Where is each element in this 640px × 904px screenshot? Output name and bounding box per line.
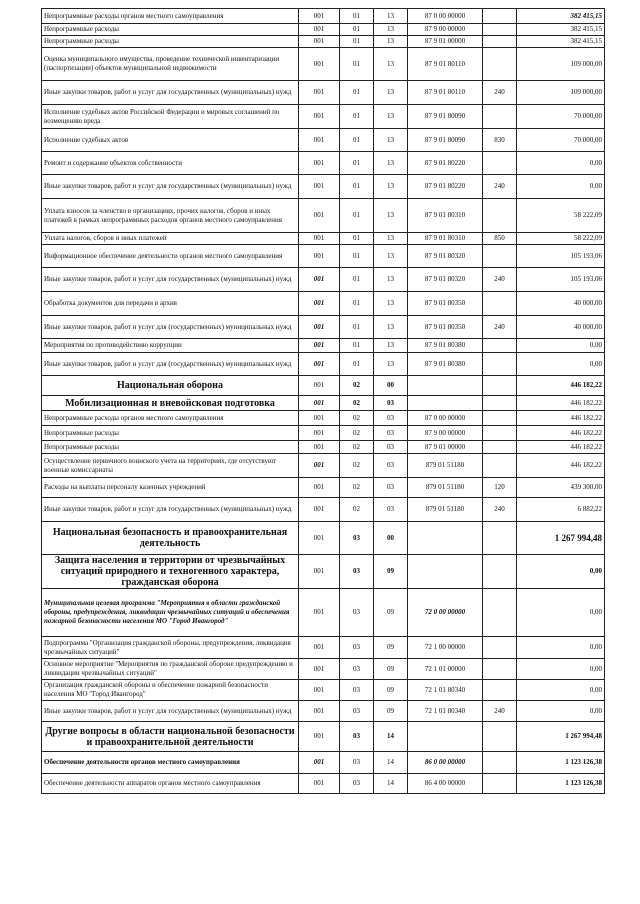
row-expense-type: 240: [483, 701, 517, 722]
row-target-article: 87 9 01 00000: [408, 36, 483, 48]
row-amount: 70 000,00: [517, 105, 605, 129]
row-amount: 0,00: [517, 589, 605, 637]
row-amount: 446 182,22: [517, 396, 605, 411]
row-admin-code: 001: [299, 105, 340, 129]
row-expense-type: 850: [483, 233, 517, 245]
row-name: Национальная безопасность и правоохранительная деятельность: [42, 522, 299, 555]
row-amount: 446 182,22: [517, 411, 605, 426]
row-admin-code: 001: [299, 701, 340, 722]
row-amount: 109 000,00: [517, 48, 605, 81]
row-expense-type: [483, 9, 517, 24]
row-subsection-code: 13: [374, 105, 408, 129]
table-row: [42, 9, 605, 24]
row-name: Непрограммные расходы: [42, 36, 299, 48]
row-admin-code: 001: [299, 722, 340, 752]
row-expense-type: [483, 441, 517, 454]
row-amount: 105 193,06: [517, 268, 605, 292]
table-row: [42, 589, 605, 637]
row-section-code: 01: [340, 245, 374, 268]
row-subsection-code: 09: [374, 659, 408, 680]
row-target-article: 86 4 00 00000: [408, 774, 483, 794]
row-expense-type: [483, 680, 517, 701]
row-admin-code: 001: [299, 774, 340, 794]
row-name: Непрограммные расходы органов местного самоуправления: [42, 411, 299, 426]
row-expense-type: [483, 637, 517, 659]
table-row: [42, 376, 605, 396]
row-amount: 446 182,22: [517, 441, 605, 454]
row-name: Иные закупки товаров, работ и услуг для государственных (муниципальных) нужд: [42, 701, 299, 722]
row-expense-type: [483, 659, 517, 680]
row-section-code: 01: [340, 48, 374, 81]
row-target-article: 87 9 01 80220: [408, 152, 483, 175]
table-row: [42, 339, 605, 353]
row-expense-type: [483, 24, 517, 36]
row-amount: 446 182,22: [517, 454, 605, 478]
row-target-article: 87 9 01 80380: [408, 353, 483, 376]
row-section-code: 02: [340, 454, 374, 478]
row-amount: 0,00: [517, 339, 605, 353]
row-admin-code: 001: [299, 353, 340, 376]
row-name: Основное мероприятие "Мероприятия по гражданской обороне предупреждению и ликвидации чрезвычайных ситуаций": [42, 659, 299, 680]
row-expense-type: 240: [483, 316, 517, 339]
row-target-article: 72 1 00 00000: [408, 637, 483, 659]
row-section-code: 02: [340, 426, 374, 441]
row-amount: 40 000,00: [517, 292, 605, 316]
row-expense-type: [483, 522, 517, 555]
row-admin-code: 001: [299, 9, 340, 24]
row-target-article: 87 9 01 80220: [408, 175, 483, 199]
row-section-code: 01: [340, 233, 374, 245]
row-subsection-code: 13: [374, 316, 408, 339]
row-name: Иные закупки товаров, работ и услуг для государственных (муниципальных) нужд: [42, 81, 299, 105]
row-target-article: 87 9 01 80380: [408, 339, 483, 353]
row-section-code: 01: [340, 129, 374, 152]
row-expense-type: 240: [483, 498, 517, 522]
row-target-article: 72 0 00 00000: [408, 589, 483, 637]
row-admin-code: 001: [299, 680, 340, 701]
row-target-article: 87 9 01 80320: [408, 245, 483, 268]
table-row: [42, 722, 605, 752]
row-admin-code: 001: [299, 36, 340, 48]
row-section-code: 02: [340, 441, 374, 454]
table-row: [42, 245, 605, 268]
row-subsection-code: 13: [374, 292, 408, 316]
row-name: Уплата взносов за членство в организациях, прочих налогов, сборов и иных платежей в рамках непрограммных расходов органов местного самоуправления: [42, 199, 299, 233]
table-row: [42, 478, 605, 498]
row-amount: 0,00: [517, 680, 605, 701]
row-target-article: 87 9 01 80110: [408, 81, 483, 105]
table-row: [42, 774, 605, 794]
row-section-code: 03: [340, 637, 374, 659]
row-subsection-code: 03: [374, 498, 408, 522]
table-row: [42, 396, 605, 411]
row-amount: 446 182,22: [517, 426, 605, 441]
row-subsection-code: 09: [374, 555, 408, 589]
table-row: [42, 129, 605, 152]
row-name: Исполнение судебных актов: [42, 129, 299, 152]
row-expense-type: 120: [483, 478, 517, 498]
row-name: Национальная оборона: [42, 376, 299, 396]
table-row: [42, 152, 605, 175]
row-amount: 58 222,09: [517, 199, 605, 233]
row-admin-code: 001: [299, 637, 340, 659]
table-row: [42, 292, 605, 316]
row-expense-type: [483, 48, 517, 81]
row-subsection-code: 14: [374, 752, 408, 774]
row-name: Осуществление первичного воинского учета на территориях, где отсутствуют военные комиссариаты: [42, 454, 299, 478]
row-admin-code: 001: [299, 659, 340, 680]
row-target-article: 879 01 51180: [408, 454, 483, 478]
row-expense-type: [483, 339, 517, 353]
row-amount: 382 415,15: [517, 24, 605, 36]
row-admin-code: 001: [299, 152, 340, 175]
table-row: [42, 233, 605, 245]
row-amount: 1 267 994,48: [517, 722, 605, 752]
row-admin-code: 001: [299, 81, 340, 105]
row-section-code: 01: [340, 24, 374, 36]
row-section-code: 01: [340, 152, 374, 175]
row-target-article: [408, 555, 483, 589]
row-expense-type: [483, 376, 517, 396]
row-admin-code: 001: [299, 268, 340, 292]
row-amount: 105 193,06: [517, 245, 605, 268]
row-subsection-code: 03: [374, 426, 408, 441]
row-name: Уплата налогов, сборов и иных платежей: [42, 233, 299, 245]
row-expense-type: [483, 752, 517, 774]
row-admin-code: 001: [299, 478, 340, 498]
row-expense-type: [483, 292, 517, 316]
row-subsection-code: 03: [374, 441, 408, 454]
row-subsection-code: 13: [374, 36, 408, 48]
table-row: [42, 81, 605, 105]
row-target-article: 879 01 51180: [408, 478, 483, 498]
row-section-code: 01: [340, 353, 374, 376]
row-amount: 1 123 126,38: [517, 752, 605, 774]
row-section-code: 03: [340, 589, 374, 637]
row-admin-code: 001: [299, 441, 340, 454]
table-row: [42, 441, 605, 454]
row-target-article: 87 9 01 80110: [408, 48, 483, 81]
row-subsection-code: 13: [374, 48, 408, 81]
row-subsection-code: 00: [374, 376, 408, 396]
row-subsection-code: 14: [374, 722, 408, 752]
row-expense-type: [483, 555, 517, 589]
row-admin-code: 001: [299, 129, 340, 152]
row-name: Организация гражданской обороны и обеспечение пожарной безопасности населения МО "Город Ивангород": [42, 680, 299, 701]
table-row: [42, 555, 605, 589]
row-admin-code: 001: [299, 24, 340, 36]
row-amount: 1 123 126,38: [517, 774, 605, 794]
row-amount: 446 182,22: [517, 376, 605, 396]
row-section-code: 03: [340, 774, 374, 794]
row-name: Расходы на выплаты персоналу казенных учреждений: [42, 478, 299, 498]
row-subsection-code: 14: [374, 774, 408, 794]
row-admin-code: 001: [299, 589, 340, 637]
row-admin-code: 001: [299, 292, 340, 316]
table-row: [42, 175, 605, 199]
table-row: [42, 24, 605, 36]
row-name: Подпрограмма "Организация гражданской обороны, предупреждения, ликвидация чрезвычайных ситуаций": [42, 637, 299, 659]
row-admin-code: 001: [299, 339, 340, 353]
row-section-code: 01: [340, 9, 374, 24]
row-target-article: 879 01 51180: [408, 498, 483, 522]
row-expense-type: [483, 454, 517, 478]
row-name: Исполнение судебных актов Российской Федерации и мировых соглашений по возмещению вреда: [42, 105, 299, 129]
row-subsection-code: 03: [374, 454, 408, 478]
row-expense-type: [483, 36, 517, 48]
row-section-code: 02: [340, 376, 374, 396]
row-section-code: 03: [340, 659, 374, 680]
row-expense-type: 240: [483, 81, 517, 105]
row-section-code: 01: [340, 316, 374, 339]
row-subsection-code: 13: [374, 268, 408, 292]
row-target-article: [408, 376, 483, 396]
row-admin-code: 001: [299, 376, 340, 396]
row-section-code: 01: [340, 175, 374, 199]
row-name: Иные закупки товаров, работ и услуг для государственных (муниципальных) нужд: [42, 268, 299, 292]
table-row: [42, 498, 605, 522]
row-target-article: [408, 722, 483, 752]
row-target-article: 87 0 00 00000: [408, 9, 483, 24]
row-admin-code: 001: [299, 555, 340, 589]
row-section-code: 02: [340, 411, 374, 426]
row-amount: 0,00: [517, 152, 605, 175]
row-name: Иные закупки товаров, работ и услуг для (государственных) муниципальных нужд: [42, 316, 299, 339]
row-amount: 0,00: [517, 701, 605, 722]
table-row: [42, 48, 605, 81]
row-expense-type: 240: [483, 268, 517, 292]
table-row: [42, 680, 605, 701]
row-section-code: 01: [340, 36, 374, 48]
row-admin-code: 001: [299, 396, 340, 411]
row-subsection-code: 00: [374, 522, 408, 555]
row-section-code: 01: [340, 81, 374, 105]
row-section-code: 03: [340, 680, 374, 701]
row-section-code: 01: [340, 199, 374, 233]
row-subsection-code: 03: [374, 478, 408, 498]
row-subsection-code: 13: [374, 353, 408, 376]
table-body: [42, 9, 605, 794]
row-section-code: 03: [340, 701, 374, 722]
table-row: [42, 659, 605, 680]
row-name: Оценка муниципального имущества, проведение технической инвентаризации (паспортизации) объектов муниципальной недвижимости: [42, 48, 299, 81]
row-name: Обеспечение деятельности органов местного самоуправления: [42, 752, 299, 774]
row-subsection-code: 03: [374, 396, 408, 411]
row-target-article: 87 9 01 80310: [408, 199, 483, 233]
row-subsection-code: 13: [374, 9, 408, 24]
row-target-article: 87 9 00 00000: [408, 426, 483, 441]
row-subsection-code: 13: [374, 24, 408, 36]
row-expense-type: [483, 411, 517, 426]
row-expense-type: [483, 722, 517, 752]
row-name: Иные закупки товаров, работ и услуг для государственных (муниципальных) нужд: [42, 498, 299, 522]
row-target-article: 87 9 00 00000: [408, 24, 483, 36]
row-expense-type: [483, 396, 517, 411]
row-section-code: 01: [340, 105, 374, 129]
row-subsection-code: 13: [374, 199, 408, 233]
row-name: Информационное обеспечение деятельности органов местного самоуправления: [42, 245, 299, 268]
row-subsection-code: 09: [374, 637, 408, 659]
row-expense-type: [483, 199, 517, 233]
row-expense-type: 830: [483, 129, 517, 152]
table-row: [42, 522, 605, 555]
row-admin-code: 001: [299, 175, 340, 199]
row-subsection-code: 13: [374, 129, 408, 152]
table-row: [42, 199, 605, 233]
row-expense-type: 240: [483, 175, 517, 199]
row-section-code: 03: [340, 722, 374, 752]
table-row: [42, 353, 605, 376]
row-section-code: 02: [340, 396, 374, 411]
budget-table: [41, 8, 605, 794]
row-target-article: 87 9 01 80320: [408, 268, 483, 292]
row-admin-code: 001: [299, 498, 340, 522]
row-admin-code: 001: [299, 48, 340, 81]
row-target-article: 87 9 01 80350: [408, 316, 483, 339]
row-admin-code: 001: [299, 752, 340, 774]
row-target-article: 87 0 00 00000: [408, 411, 483, 426]
row-amount: 382 415,15: [517, 9, 605, 24]
row-admin-code: 001: [299, 426, 340, 441]
row-section-code: 03: [340, 555, 374, 589]
row-expense-type: [483, 426, 517, 441]
row-subsection-code: 13: [374, 233, 408, 245]
row-expense-type: [483, 774, 517, 794]
row-section-code: 01: [340, 268, 374, 292]
row-name: Непрограммные расходы: [42, 426, 299, 441]
table-row: [42, 701, 605, 722]
row-section-code: 01: [340, 292, 374, 316]
row-section-code: 01: [340, 339, 374, 353]
row-subsection-code: 03: [374, 411, 408, 426]
table-row: [42, 268, 605, 292]
row-subsection-code: 13: [374, 81, 408, 105]
row-amount: 0,00: [517, 659, 605, 680]
row-admin-code: 001: [299, 245, 340, 268]
row-name: Другие вопросы в области национальной безопасности и правоохранительной деятельности: [42, 722, 299, 752]
row-subsection-code: 13: [374, 339, 408, 353]
row-amount: 0,00: [517, 637, 605, 659]
row-name: Непрограммные расходы: [42, 441, 299, 454]
row-subsection-code: 09: [374, 680, 408, 701]
table-row: [42, 316, 605, 339]
row-name: Обеспечение деятельности аппаратов органов местного самоуправления: [42, 774, 299, 794]
row-subsection-code: 13: [374, 245, 408, 268]
row-name: Иные закупки товаров, работ и услуг для (государственных) муниципальных нужд: [42, 353, 299, 376]
row-expense-type: [483, 353, 517, 376]
row-subsection-code: 09: [374, 701, 408, 722]
row-amount: 58 222,09: [517, 233, 605, 245]
row-name: Непрограммные расходы органов местного самоуправления: [42, 9, 299, 24]
row-admin-code: 001: [299, 233, 340, 245]
row-target-article: 87 9 01 00000: [408, 441, 483, 454]
row-amount: 40 000,00: [517, 316, 605, 339]
row-amount: 0,00: [517, 353, 605, 376]
row-target-article: 72 1 01 00000: [408, 659, 483, 680]
row-target-article: 87 9 01 80090: [408, 129, 483, 152]
row-name: Иные закупки товаров, работ и услуг для государственных (муниципальных) нужд: [42, 175, 299, 199]
row-target-article: 87 9 01 80310: [408, 233, 483, 245]
row-admin-code: 001: [299, 522, 340, 555]
row-target-article: 87 9 01 80090: [408, 105, 483, 129]
row-target-article: [408, 396, 483, 411]
row-subsection-code: 13: [374, 152, 408, 175]
row-admin-code: 001: [299, 454, 340, 478]
row-section-code: 03: [340, 522, 374, 555]
row-name: Ремонт и содержание объектов собственности: [42, 152, 299, 175]
row-expense-type: [483, 105, 517, 129]
row-amount: 439 300,00: [517, 478, 605, 498]
row-expense-type: [483, 245, 517, 268]
table-row: [42, 36, 605, 48]
table-row: [42, 752, 605, 774]
row-name: Непрограммные расходы: [42, 24, 299, 36]
row-amount: 1 267 994,48: [517, 522, 605, 555]
row-target-article: 87 9 01 80350: [408, 292, 483, 316]
row-amount: 0,00: [517, 555, 605, 589]
row-section-code: 02: [340, 498, 374, 522]
row-amount: 70 000,00: [517, 129, 605, 152]
row-amount: 109 000,00: [517, 81, 605, 105]
row-name: Муниципальная целевая программа "Мероприятия в области гражданской обороны, предупреждения, ликвидации чрезвычайных ситуаций и обеспечения пожарной безопасности населения МО "Город Ивангород": [42, 589, 299, 637]
row-target-article: 72 1 01 80340: [408, 680, 483, 701]
row-admin-code: 001: [299, 199, 340, 233]
row-amount: 0,00: [517, 175, 605, 199]
row-section-code: 03: [340, 752, 374, 774]
row-amount: 6 882,22: [517, 498, 605, 522]
row-section-code: 02: [340, 478, 374, 498]
row-amount: 382 415,15: [517, 36, 605, 48]
table-row: [42, 454, 605, 478]
row-name: Обработка документов для передачи в архив: [42, 292, 299, 316]
row-expense-type: [483, 589, 517, 637]
table-row: [42, 426, 605, 441]
row-target-article: 72 1 01 80340: [408, 701, 483, 722]
row-target-article: 86 0 00 00000: [408, 752, 483, 774]
row-admin-code: 001: [299, 411, 340, 426]
table-row: [42, 105, 605, 129]
row-admin-code: 001: [299, 316, 340, 339]
row-name: Мобилизационная и вневойсковая подготовка: [42, 396, 299, 411]
row-target-article: [408, 522, 483, 555]
table-row: [42, 411, 605, 426]
row-expense-type: [483, 152, 517, 175]
row-name: Защита населения и территории от чрезвычайных ситуаций природного и техногенного характера, гражданская оборона: [42, 555, 299, 589]
row-subsection-code: 09: [374, 589, 408, 637]
row-subsection-code: 13: [374, 175, 408, 199]
table-row: [42, 637, 605, 659]
row-name: Мероприятия по противодействию коррупции: [42, 339, 299, 353]
